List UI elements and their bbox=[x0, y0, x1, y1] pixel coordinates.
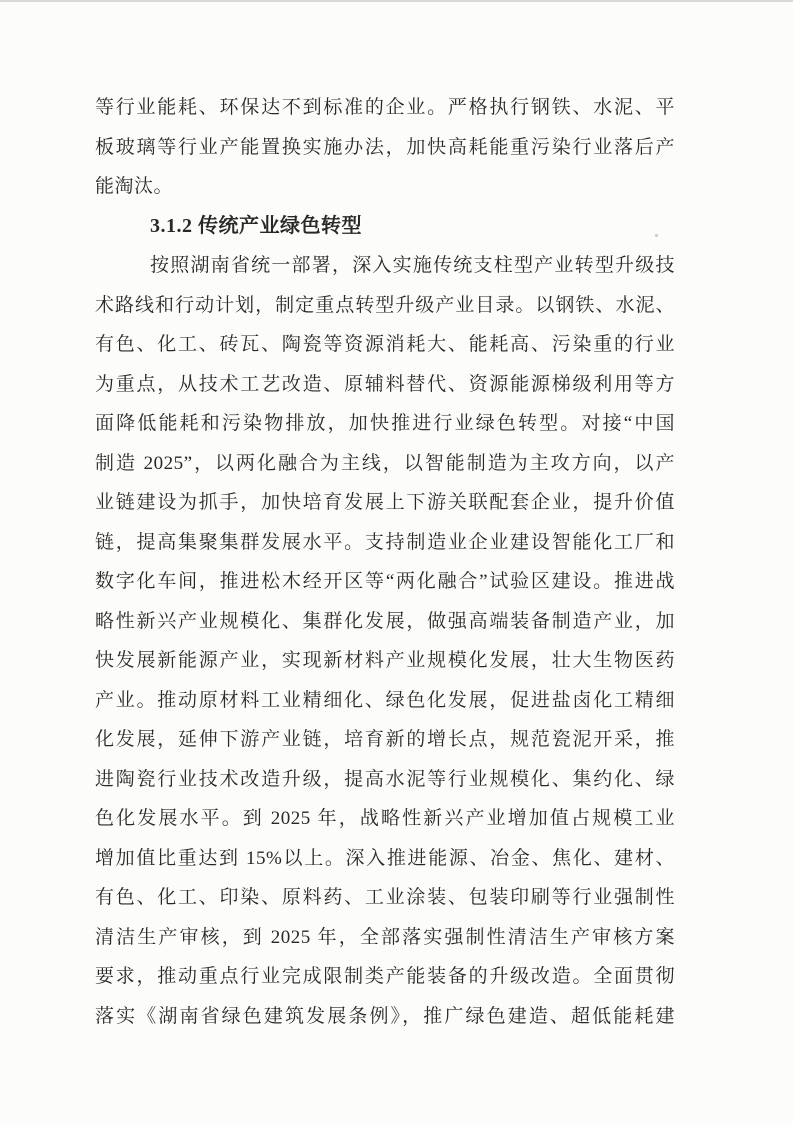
text-line: 板玻璃等行业产能置换实施办法，加快高耗能重污染行业落后产 bbox=[95, 136, 675, 158]
text-line: 清洁生产审核，到 2025 年，全部落实强制性清洁生产审核方案 bbox=[95, 926, 675, 948]
text-line: 等行业能耗、环保达不到标准的企业。严格执行钢铁、水泥、平 bbox=[95, 97, 675, 118]
text-line: 化发展，延伸下游产业链，培育新的增长点，规范瓷泥开采，推 bbox=[95, 729, 675, 750]
text-line: 为重点，从技术工艺改造、原辅料替代、资源能源梯级利用等方 bbox=[95, 373, 675, 395]
text-line: 色化发展水平。到 2025 年，战略性新兴产业增加值占规模工业 bbox=[95, 808, 675, 829]
text-line: 术路线和行动计划，制定重点转型升级产业目录。以钢铁、水泥、 bbox=[95, 294, 675, 316]
text-line: 业链建设为抓手，加快培育发展上下游关联配套企业，提升价值 bbox=[95, 492, 675, 513]
text-block bbox=[95, 88, 675, 1036]
text-line: 有色、化工、印染、原料药、工业涂装、包装印刷等行业强制性 bbox=[95, 887, 675, 908]
text-line: 产业。推动原材料工业精细化、绿色化发展，促进盐卤化工精细 bbox=[95, 689, 675, 711]
text-line: 略性新兴产业规模化、集群化发展，做强高端装备制造产业，加 bbox=[95, 610, 675, 632]
text-line: 制造 2025”，以两化融合为主线，以智能制造为主攻方向，以产 bbox=[95, 452, 675, 474]
text-line: 有色、化工、砖瓦、陶瓷等资源消耗大、能耗高、污染重的行业 bbox=[95, 334, 675, 355]
text-line: 落实《湖南省绿色建筑发展条例》，推广绿色建造、超低能耗建 bbox=[95, 1005, 675, 1027]
text-line: 快发展新能源产业，实现新材料产业规模化发展，壮大生物医药 bbox=[95, 650, 675, 671]
text-line: 进陶瓷行业技术改造升级，提高水泥等行业规模化、集约化、绿 bbox=[95, 768, 675, 790]
text-line: 链，提高集聚集群发展水平。支持制造业企业建设智能化工厂和 bbox=[95, 531, 675, 553]
text-line: 按照湖南省统一部署，深入实施传统支柱型产业转型升级技 bbox=[150, 255, 675, 276]
text-line: 增加值比重达到 15%以上。深入推进能源、冶金、焦化、建材、 bbox=[95, 847, 675, 869]
section-heading: 3.1.2 传统产业绿色转型 bbox=[150, 214, 362, 237]
text-line: 能淘汰。 bbox=[95, 176, 174, 197]
text-line: 要求，推动重点行业完成限制类产能装备的升级改造。全面贯彻 bbox=[95, 966, 675, 987]
text-line: 数字化车间，推进松木经开区等“两化融合”试验区建设。推进战 bbox=[95, 571, 675, 592]
text-line: 面降低能耗和污染物排放，加快推进行业绿色转型。对接“中国 bbox=[95, 413, 675, 434]
